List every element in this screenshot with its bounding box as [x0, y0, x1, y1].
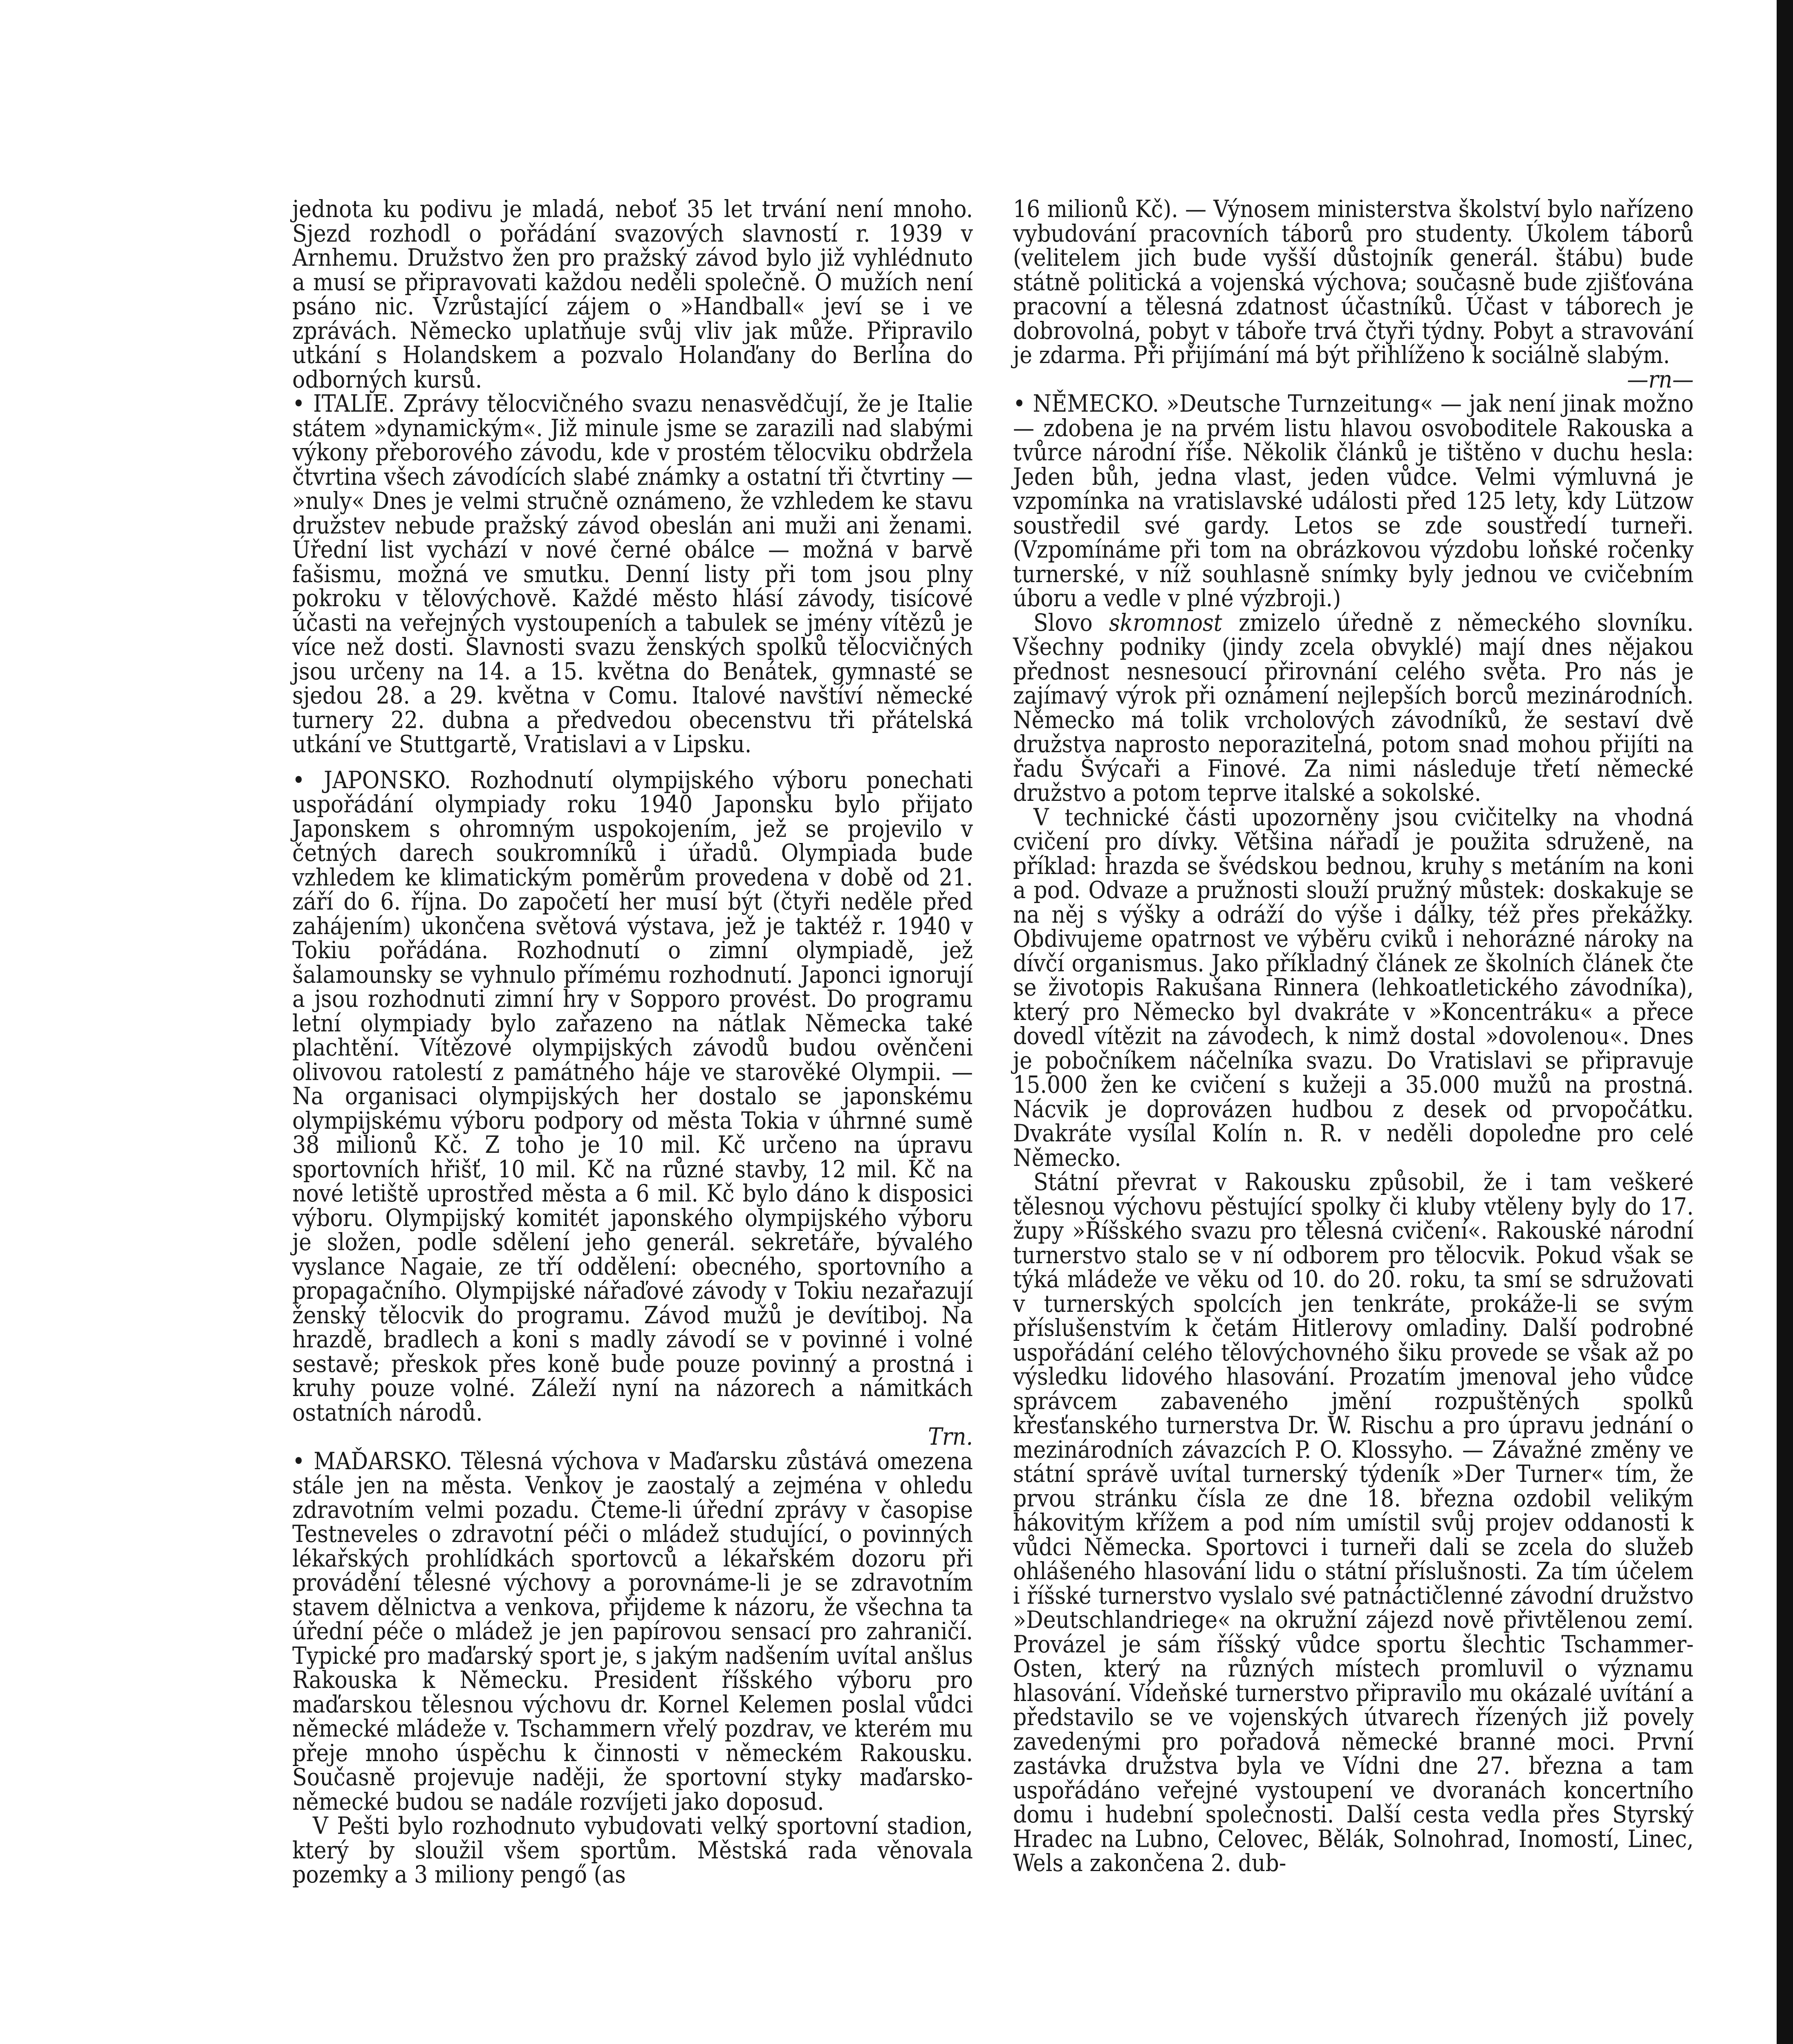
bullet-icon: • — [292, 1447, 305, 1475]
scan-edge — [1777, 0, 1793, 2044]
author-signature-rn: —rn— — [1627, 365, 1694, 393]
country-heading-nemecko: NĚMECKO. — [1033, 390, 1159, 417]
bullet-icon: • — [292, 390, 305, 417]
bullet-icon: • — [292, 766, 305, 794]
skromnost-word: skromnost — [1109, 608, 1222, 637]
right-paragraph-rakousko: Státní převrat v Rakousku způsobil, že i tam veškeré tělesnou výchovu pěstující spolky či kluby vtěleny byly do 17. župy »Říšského svazu pro tělesná cvičení«. Rakouské národní turnerstvo stalo se v ní odborem pro tělocvik. Pokud však se týká mládeže ve věku od 10. do 20. roku, ta smí se sdružovati v turnerských spolcích jen tenkráte, prokáže-li se svým příslušenstvím k četám Hitlerovy omladiny. Další podrobné uspořádání celého tělovýchovného šiku provede se však až po výsledku lidového hlasování. Prozatím jmenoval jeho vůdce správcem zabaveného jmění rozpuštěných spolků křesťanského turnerstva Dr. W. Rischu a pro úpravu jednání o mezinárodních závazcích P. O. Klossyho. — Závažné změny ve státní správě uvítal turnerský týdeník »Der Turner« tím, že prvou stránku čísla ze dne 18. března ozdobil velikým hákovitým křížem a pod ním umístil svůj projev oddanosti k vůdci Německa. Sportovci i turneři dali se zcela do služeb ohlášeného hlasování lidu o státní příslušnosti. Za tím účelem i říšské turnerstvo vyslalo své patnáctičlenné závodní družstvo »Deutschlandriege« na okružní zájezd nově přivtělenou zemí. Provázel je sám říšský vůdce sportu šlechtic Tschammer-Osten, který na různých místech promluvil o významu hlasování. Vídeňské turnerstvo připravilo mu okázalé uvítání a představilo se ve vojenských útvarech řízených již povely zavedenými pro pořadová německé branné moci. První zastávka družstva byla ve Vídni dne 27. března a tam uspořádáno veřejné vystoupení ve dvoranách koncertního domu i hudební společnosti. Další cesta vedla přes Styrský Hradec na Lubno, Celovec, Bělák, Solnohrad, Inomostí, Linec, Wels a zakončena 2. dub- — [1013, 1168, 1694, 1877]
news-item-madarsko — [292, 1449, 973, 1814]
news-item-japonsko — [292, 768, 973, 1449]
country-heading-madarsko: MAĎARSKO. — [314, 1447, 453, 1475]
news-item-italie — [292, 392, 973, 757]
skromnost-lead: Slovo — [1033, 608, 1109, 637]
news-item-nemecko — [1013, 392, 1694, 611]
country-heading-italie: ITALIE. — [313, 390, 395, 417]
skromnost-text: zmizelo úředně z německého slovníku. Všechny podniky (jindy zcela obvyklé) mají dnes nějakou přednost nesnesoucí přirovnání celého světa. Pro nás je zajímavý výrok při oznámení nejlepších borců mezinárodních. Německo má tolik vrcholových závodníků, že sestaví dvě družstva naprosto neporazitelná, potom snad mohou přijíti na řadu Švýcaři a Finové. Za nimi následuje třetí německé družstvo a potom teprve italské a sokolské. — [1013, 608, 1694, 807]
news-text-nemecko: »Deutsche Turnzeitung« — jak není jinak možno — zdobena je na prvém listu hlavou osvoboditele Rakouska a tvůrce národní říše. Několik článků je tištěno v duchu hesla: Jeden bůh, jedna vlast, jeden vůdce. Velmi výmluvná je vzpomínka na vratislavské události před 125 lety, kdy Lützow soustředil své gardy. Letos se zde soustředí turneři. (Vzpomínáme při tom na obrázkovou výzdobu loňské ročenky turnerské, v níž souhlasně snímky byly jednou ve cvičebním úboru a vedle v plné výzbroji.) — [1013, 390, 1694, 612]
right-paragraph-1-text: 16 milionů Kč). — Výnosem ministerstva školství bylo nařízeno vybudování pracovních táborů pro studenty. Úkolem táborů (velitelem jich bude vyšší důstojník generál. štábu) bude státně politická a vojenská výchova; současně bude zjišťována pracovní a tělesná zdatnost účastníků. Účast v táborech je dobrovolná, pobyt v táboře trvá čtyři týdny. Pobyt a stravování je zdarma. Při přijímání má být přihlíženo k sociálně slabým. — [1013, 195, 1694, 369]
right-paragraph-technical: V technické části upozorněny jsou cvičitelky na vhodná cvičení pro dívky. Většina nářadí je použita sdruženě, na příklad: hrazda se švédskou bednou, kruhy s metáním na koni a pod. Odvaze a pružnosti slouží pružný můstek: doskakuje se na něj s výšky a odráží do výše i dálky, též přes překážky. Obdivujeme opatrnost ve výběru cviků i nehorázné nároky na dívčí organismus. Jako příkladný článek ze školních článek čte se životopis Rakušana Rinnera (lehkoatletického závodníka), který pro Německo byl dvakráte v »Koncentráku« a přece dovedl vítězit na závodech, k nimž dostal »dovolenou«. Dnes je pobočníkem náčelníka svazu. Do Vratislavi se připravuje 15.000 žen ke cvičení s kužeji a 35.000 mužů na prostná. Nácvik je doprovázen hudbou z desek od prvopočátku. Dvakráte vysílal Kolín n. R. v neděli dopoledne pro celé Německo. — [1013, 803, 1694, 1172]
author-signature-trn: Trn. — [928, 1423, 973, 1450]
right-paragraph-skromnost — [1013, 608, 1694, 807]
news-text-madarsko: Tělesná výchova v Maďarsku zůstává omezena stále jen na města. Venkov je zaostalý a zejména v ohledu zdravotním velmi pozadu. Čteme-li úřední zprávy v časopise Testneveles o zdravotní péči o mládež studující, o povinných lékařských prohlídkách sportovců a lékařském dozoru při provádění tělesné výchovy a porovnáme-li je se zdravotním stavem dělnictva a venkova, přijdeme k názoru, že všechna ta úřední péče o mládež je jen papírovou sensací pro zahraničí. Typické pro maďarský sport je, s jakým nadšením uvítal anšlus Rakouska k Německu. President říšského výboru pro maďarskou tělesnou výchovu dr. Kornel Kelemen poslal vůdci německé mládeže v. Tschammern vřelý pozdrav, ve kterém mu přeje mnoho úspěchu k činnosti v německém Rakousku. Současně projevuje naději, že sportovní styky maďarsko-německé budou se nadále rozvíjeti jako doposud. — [292, 1447, 973, 1815]
left-column — [292, 197, 973, 1887]
left-paragraph-1: jednota ku podivu je mladá, neboť 35 let trvání není mnoho. Sjezd rozhodl o pořádání svazových slavností r. 1939 v Arnhemu. Družstvo žen pro pražský závod bylo již vyhlédnuto a musí se připravovati každou neděli společně. O mužích není psáno nic. Vzrůstající zájem o »Handball« jeví se i ve zprávách. Německo uplatňuje svůj vliv jak může. Připravilo utkání s Holandskem a pozvalo Holanďany do Berlína do odborných kursů. — [292, 195, 973, 393]
left-paragraph-pest: V Pešti bylo rozhodnuto vybudovati velký sportovní stadion, který by sloužil všem sportům. Městská rada věnovala pozemky a 3 miliony pengő (as — [292, 1812, 973, 1888]
bullet-icon: • — [1013, 390, 1026, 417]
country-heading-japonsko: JAPONSKO. — [323, 766, 451, 794]
news-text-japonsko: Rozhodnutí olympijského výboru ponechati uspořádání olympiady roku 1940 Japonsku bylo přijato Japonskem s ohromným uspokojením, jež se projevilo v četných darech soukromníků i úřadů. Olympiada bude vzhledem ke klimatickým poměrům provedena v době od 21. září do 6. října. Do započetí her musí být (čtyři neděle před zahájením) ukončena světová výstava, jež je taktéž r. 1940 v Tokiu pořádána. Rozhodnutí o zimní olympiadě, jež šalamounsky se vyhnulo přímému rozhodnutí. Japonci ignorují a jsou rozhodnuti zimní hry v Sopporo provést. Do programu letní olympiady bylo zařazeno na nátlak Německa také plachtění. Vítězové olympijských závodů budou ověnčeni olivovou ratolestí z památného háje ve starověké Olympii. — Na organisaci olympijských her dostalo se japonskému olympijskému výboru podpory od města Tokia v úhrnné sumě 38 milionů Kč. Z toho je 10 mil. Kč určeno na úpravu sportovních hřišť, 10 mil. Kč na různé stavby, 12 mil. Kč na nové letiště uprostřed města a 6 mil. Kč bylo dáno k disposici výboru. Olympijský komitét japonského olympijského výboru je složen, podle sdělení jeho generál. sekretáře, bývalého vyslance Nagaie, ze tří oddělení: obecného, sportovního a propagačního. Olympijské nářaďové závody v Tokiu nezařazují ženský tělocvik do programu. Závod mužů je devítiboj. Na hrazdě, bradlech a koni s madly závodí se v povinné i volné sestavě; přeskok přes koně bude pouze povinný a prostná i kruhy pouze volné. Záleží nyní na názorech a námitkách ostatních národů. — [292, 766, 973, 1426]
news-text-italie: Zprávy tělocvičného svazu nenasvědčují, že je Italie státem »dynamickým«. Již minule jsme se zarazili nad slabými výkony přeborového závodu, kde v prostém tělocviku obdržela čtvrtina všech závodících slabé známky a ostatní tři čtvrtiny — »nuly« Dnes je velmi stručně oznámeno, že vzhledem ke stavu družstev nebude pražský závod obeslán ani muži ani ženami. Úřední list vychází v nové černé obálce — možná v barvě fašismu, možná ve smutku. Denní listy při tom jsou plny pokroku v tělovýchově. Každé město hlásí závody, tisícové účasti na veřejných vystoupeních a tabulek se jmény vítězů je více než dosti. Slavnosti svazu ženských spolků tělocvičných jsou určeny na 14. a 15. května do Benátek, gymnasté se sjedou 28. a 29. května v Comu. Italové navštíví německé turnery 22. dubna a předvedou obecenstvu tři přátelská utkání ve Stuttgartě, Vratislavi a v Lipsku. — [292, 390, 973, 758]
right-paragraph-1 — [1013, 197, 1694, 392]
right-column — [1013, 197, 1694, 1876]
